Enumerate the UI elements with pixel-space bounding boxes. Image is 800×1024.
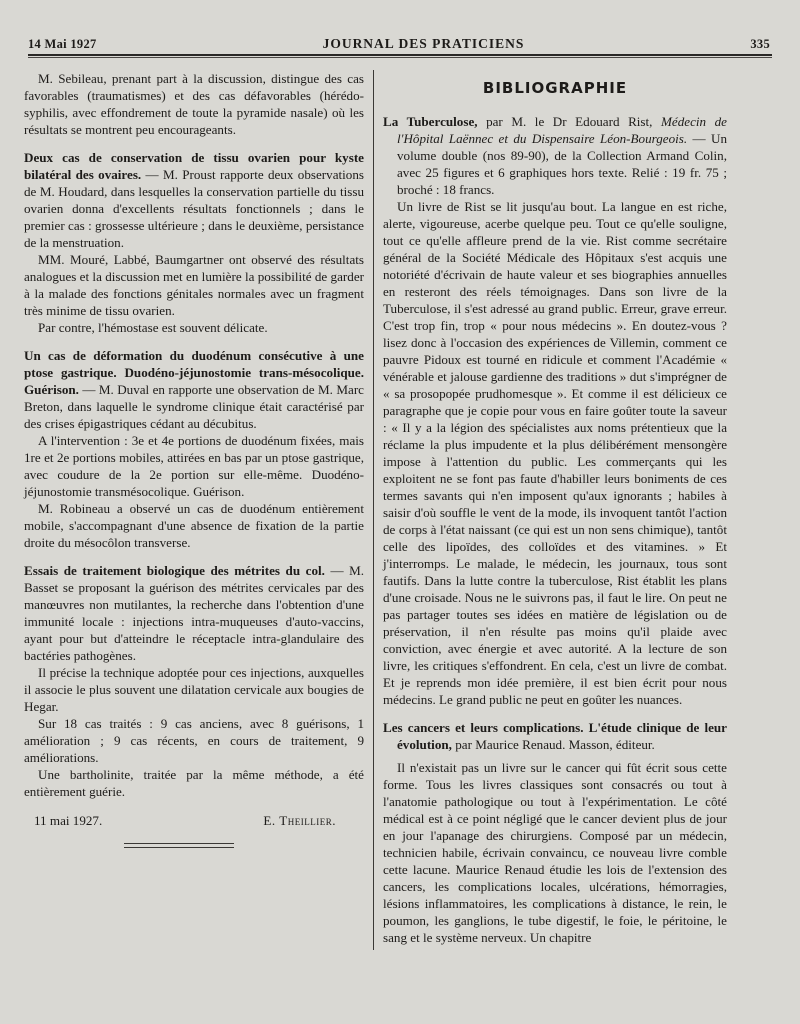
paragraph: MM. Mouré, Labbé, Baumgartner ont observé des résultats analogues et la discussion met en lumière la possibilité de garder à la malade des fonctions génitales normales avec un fragment très minime de tissu ovarien. (24, 252, 364, 318)
author-signature: E. Theillier. (263, 813, 336, 828)
header-date: 14 Mai 1927 (28, 37, 97, 51)
page-header (28, 36, 770, 52)
paragraph: A l'intervention : 3e et 4e portions de duodénum fixées, mais 1re et 2e portions mobiles, attirées en bas par un ptose gastrique, avec coudure de la 2e portion sur elle-même. Duodéno-jéjunostomie transmésocolique. Guérison. (24, 433, 364, 499)
section-body: — M. Duval en rapporte une observation de M. Marc Breton, dans laquelle le syndrome clinique était caractérisé par des crises épigastriques cédant au décubitus. (24, 382, 364, 431)
section-body: — M. Basset se proposant la guérison des métrites cervicales par des manœuvres non mutilantes, la recherche dans l'obtention d'une immunité locale : injections intra-muqueuses d'auto-vaccins, ayant pour but d'atteindre le réceptacle intra-glandulaire des bactéries pathogènes. (24, 563, 364, 663)
signoff (24, 812, 364, 829)
book-title: La Tuberculose, (383, 114, 478, 129)
page-number: 335 (750, 37, 770, 51)
paragraph: Une bartholinite, traitée par la même méthode, a été entièrement guérie. (24, 767, 364, 799)
book-author: par M. le Dr Edouard Rist, (477, 114, 661, 129)
book-entry-tuberculose (383, 113, 727, 198)
paragraph: Sur 18 cas traités : 9 cas anciens, avec 8 guérisons, 1 amélioration ; 9 cas récents, en cours de traitement, 9 améliorations. (24, 716, 364, 765)
paragraph: M. Sebileau, prenant part à la discussion, distingue des cas favorables (traumatismes) et des cas défavorables (hérédo-syphilis, avec effondrement de toute la pyramide nasale) où les résultats se montrent peu encourageants. (24, 71, 364, 137)
book-entry-cancers (383, 719, 727, 753)
section-ovarian (24, 149, 364, 251)
section-title: Un cas de déformation du duodénum consécutive à une ptose gastrique. Duodéno-jéjunostomie trans-mésocolique. Guérison. (24, 348, 364, 397)
section-duodenum (24, 347, 364, 432)
review-text: Il n'existait pas un livre sur le cancer qui fût écrit sous cette forme. Tous les livres classiques sont consacrés ou tout à l'anatomie pathologique ou tout à l'expérimentation. Le côté médical est à ce point négligé que le cancer devient plus de jour en jour l'apanage des chirurgiens. Composé par un médecin, technicien habile, écrivain convaincu, ce nouveau livre comble cette lacune. Maurice Renaud étudie les lois de l'extension des cancers, les complications locales, ulcérations, hémorragies, lésions inflammatoires, les complications à distance, le rein, le poumon, les ganglions, le tube digestif, le foie, le péritoine, le sang et le système nerveux. Un chapitre (383, 760, 727, 945)
book-title: Les cancers et leurs complications. L'étude clinique de leur évolution, (383, 720, 727, 752)
paragraph: M. Robineau a observé un cas de duodénum entièrement mobile, s'accompagnant d'une absence de fixation de la partie droite du mésocôlon transverse. (24, 501, 364, 550)
review-text: Un livre de Rist se lit jusqu'au bout. La langue en est riche, alerte, vigoureuse, acerbe quelque peu. Tout ce qu'elle souligne, tout ce qu'elle affleure prend de la vie. Rist comme secrétaire général de la Société Médicale des Hôpitaux s'est acquis une notoriété d'écrivain de haute valeur et ses biographies annuelles en resteront des réels témoignages. Dans son livre de la Tuberculose, il s'est adressé au grand public. Erreur, grave erreur. C'est trop fin, trop « pour nous médecins ». En doutez-vous ? lisez donc à l'occasion des expériences de Villemin, comment ce pauvre Pidoux est tourné en ridicule et comment l'Académie « vénérable et jalouse gardienne des traditions » dut s'imprégner de « sa prosopopée prudhomesque ». Et comme il est délicieux ce paragraphe que je copie pour vous en faire goûter toute la saveur : « Il y a la légion des spécialistes aux noms prétentieux que la réclame la plus impudente et la plus délibérément mensongère impose à l'attention du public. Les commerçants qui les exploitent ne se font pas faute d'habiller leurs boniments de ces termes savants qui n'en imposent qu'aux ignorants ; habiles à saisir d'où souffle le vent de la mode, ils invoquent tantôt l'action de corps à l'état naissant (ce qui est un non sens chimique), tantôt celle des lipoïdes, des colloïdes et des vitamines. » Et j'interromps. Le malade, le médecin, les journaux, tous sont fautifs. Dans la lutte contre la tuberculose, Rist établit les plans d'une croisade. Nous ne le suivrons pas, il faut le lire. On peut ne pas partager toutes ses idées en matière de législation ou de préservation, il n'en résulte pas moins qu'il plaide avec conviction, avec énergie et avec autorité. A la lecture de son livre, les critiques s'effondrent. En cela, c'est un livre de combat. Et je reprends mon idée première, il est bien écrit pour nous médecins. Le grand public ne peut en goûter les nuances. (383, 199, 727, 707)
section-title: Deux cas de conservation de tissu ovarien pour kyste bilatéral des ovaires. (24, 150, 364, 182)
section-title: Essais de traitement biologique des métrites du col. (24, 563, 325, 578)
book-author: par Maurice Renaud. Masson, éditeur. (451, 737, 655, 752)
right-column (383, 74, 727, 946)
paragraph: Il précise la technique adoptée pour ces injections, auxquelles il associe le plus souvent une dilatation cervicale aux bougies de Hegar. (24, 665, 364, 714)
header-rule (28, 54, 772, 56)
section-body: — M. Proust rapporte deux observations de M. Houdard, dans lesquelles la conservation partielle du tissu ovarien donna d'excellents résultats fonctionnels ; dans le premier cas : grossesse ultérieure ; dans le deuxième, persistance de la menstruation. (24, 167, 364, 250)
paragraph: Par contre, l'hémostase est souvent délicate. (38, 320, 268, 335)
bibliography-heading: BIBLIOGRAPHIE (482, 79, 628, 97)
header-rule-thin (28, 57, 772, 58)
signoff-date: 11 mai 1927. (34, 813, 103, 828)
left-column (24, 70, 364, 848)
end-rule-2 (124, 847, 234, 848)
journal-title: JOURNAL DES PRATICIENS (322, 36, 525, 51)
author-role: Médecin de l'Hôpital Laënnec et du Dispensaire Léon-Bourgeois. (397, 114, 727, 146)
section-metrites (24, 562, 364, 664)
column-divider (373, 70, 374, 950)
end-rule (124, 843, 234, 844)
book-publication: — Un volume double (nos 89-90), de la Collection Armand Colin, avec 25 figures et 6 graphiques hors texte. Relié : 19 fr. 75 ; broché : 18 francs. (397, 131, 727, 197)
